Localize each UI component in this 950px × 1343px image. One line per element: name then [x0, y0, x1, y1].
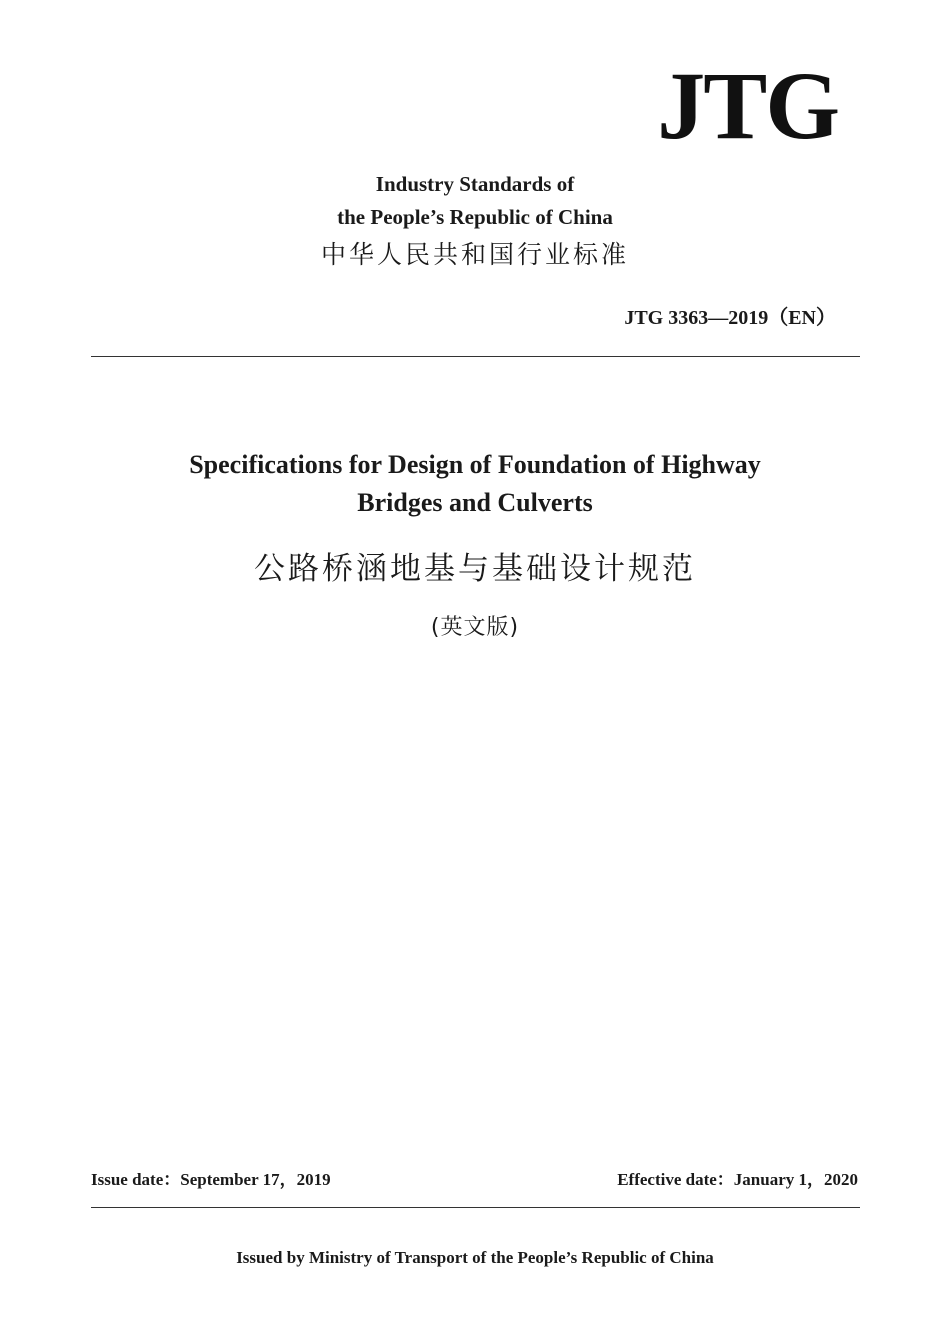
industry-line-1: Industry Standards of — [375, 172, 575, 196]
top-divider — [91, 356, 860, 357]
edition-label: (英文版) — [430, 615, 520, 640]
document-title-en — [0, 446, 950, 522]
industry-standards-heading — [0, 168, 950, 234]
effective-date: Effective date：January 1，2020 — [617, 1170, 858, 1189]
standard-code: JTG 3363—2019（EN） — [624, 307, 836, 329]
jtg-logo: JTG — [657, 52, 838, 159]
title-en-line-2: Bridges and Culverts — [357, 488, 593, 517]
issued-by: Issued by Ministry of Transport of the People’s Republic of China — [236, 1248, 714, 1267]
title-en-line-1: Specifications for Design of Foundation of Highway — [189, 450, 761, 479]
issue-date: Issue date：September 17，2019 — [91, 1170, 331, 1189]
industry-standards-cn: 中华人民共和国行业标准 — [320, 240, 629, 269]
industry-line-2: the People’s Republic of China — [337, 205, 613, 229]
document-title-cn: 公路桥涵地基与基础设计规范 — [254, 551, 696, 587]
bottom-divider — [91, 1207, 860, 1208]
